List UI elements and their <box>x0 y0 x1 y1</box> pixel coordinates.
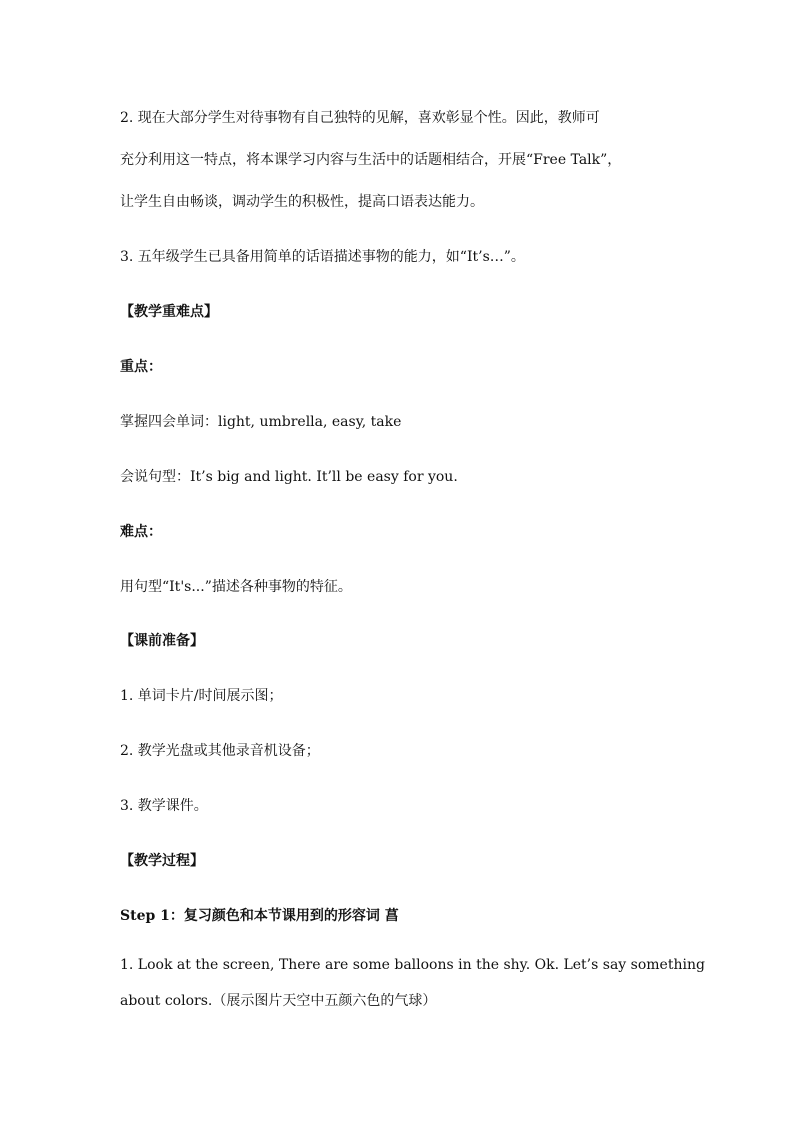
paragraph-line: 3. 五年级学生已具备用简单的话语描述事物的能力，如“It’s…”。 <box>120 249 525 265</box>
paragraph-line: 会说句型：It’s big and light. It’ll be easy for you. <box>120 469 458 485</box>
paragraph-line: 充分利用这一特点，将本课学习内容与生活中的话题相结合，开展“Free Talk”， <box>120 152 622 168</box>
paragraph-line: 用句型“It's...”描述各种事物的特征。 <box>120 579 352 595</box>
section-heading: 【教学重难点】 <box>120 304 218 320</box>
paragraph-line: 2. 现在大部分学生对待事物有自己独特的见解，喜欢彰显个性。因此，教师可 <box>120 110 600 126</box>
paragraph-line: about colors.（展示图片天空中五颜六色的气球） <box>120 993 437 1009</box>
section-heading: 【课前准备】 <box>120 633 204 649</box>
list-item: 3. 教学课件。 <box>120 798 208 814</box>
paragraph-line: 掌握四会单词：light, umbrella, easy, take <box>120 414 402 430</box>
paragraph-line: 让学生自由畅谈，调动学生的积极性，提高口语表达能力。 <box>120 194 484 210</box>
subheading: 重点： <box>120 359 162 375</box>
paragraph-line: 1. Look at the screen, There are some balloons in the shy. Ok. Let’s say something <box>120 957 705 973</box>
list-item: 2. 教学光盘或其他录音机设备； <box>120 743 320 759</box>
subheading: 难点： <box>120 524 162 540</box>
step-heading: Step 1：复习颜色和本节课用到的形容词 菖 <box>120 908 399 924</box>
list-item: 1. 单词卡片/时间展示图； <box>120 688 283 704</box>
section-heading: 【教学过程】 <box>120 853 204 869</box>
